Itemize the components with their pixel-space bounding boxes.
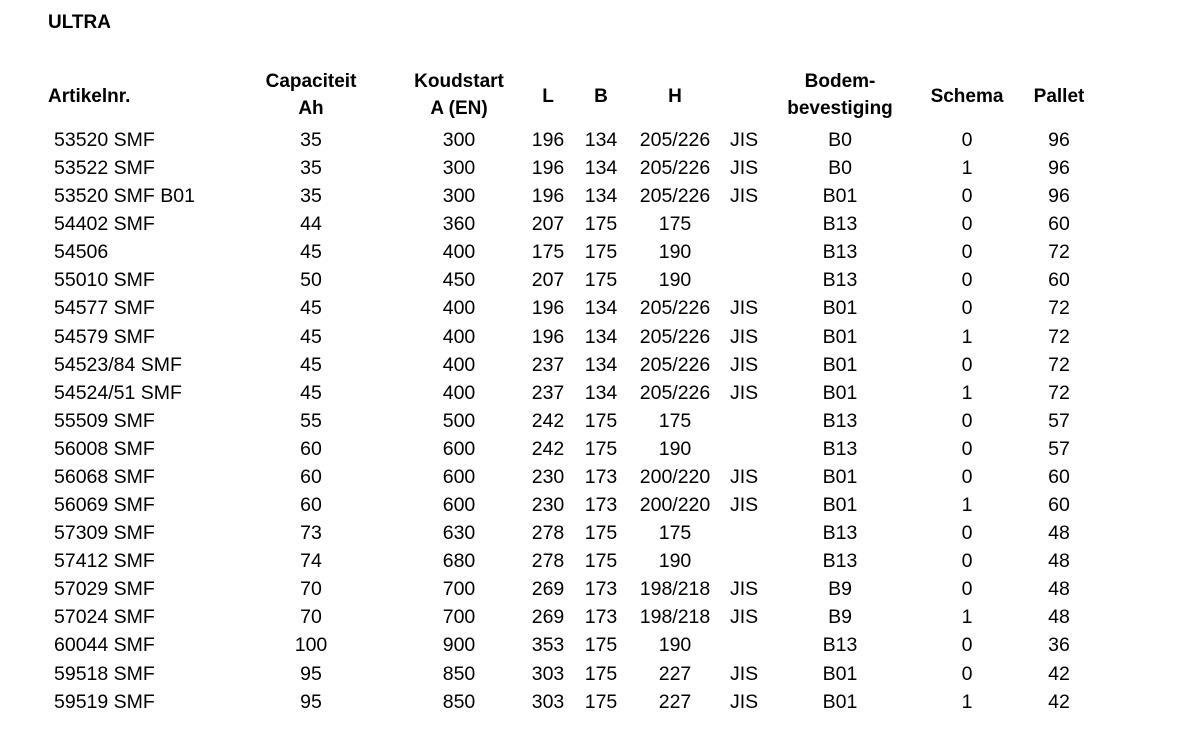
table-row (0, 603, 1196, 631)
cell-schema: 0 (961, 185, 973, 208)
table-row (0, 631, 1196, 659)
cell-artikelnr: 60044 SMF (54, 634, 155, 657)
cell-b: 175 (584, 662, 618, 685)
cell-capaciteit: 74 (300, 550, 322, 573)
table-row (0, 547, 1196, 575)
cell-artikelnr: 55509 SMF (54, 409, 155, 432)
cell-koudstart: 850 (442, 662, 476, 685)
cell-artikelnr: 56069 SMF (54, 494, 155, 517)
header-koudstart-line2: A (EN) (430, 98, 488, 119)
cell-b: 134 (584, 185, 618, 208)
cell-bodembevestiging: B01 (822, 297, 858, 320)
cell-schema: 0 (961, 550, 973, 573)
header-koudstart-line1: Koudstart (414, 71, 504, 92)
cell-jis: JIS (730, 129, 759, 151)
cell-bodembevestiging: B9 (828, 606, 852, 629)
cell-koudstart: 600 (442, 494, 476, 517)
cell-h: 190 (658, 634, 692, 657)
cell-jis: JIS (730, 381, 759, 404)
table-row (0, 660, 1196, 688)
cell-jis: JIS (730, 185, 759, 208)
cell-h: 190 (658, 269, 692, 292)
cell-b: 134 (584, 353, 618, 376)
cell-b: 134 (584, 129, 618, 151)
cell-pallet: 96 (1048, 185, 1070, 208)
cell-jis: JIS (730, 157, 759, 180)
cell-capaciteit: 55 (300, 409, 322, 432)
cell-capaciteit: 35 (300, 185, 322, 208)
cell-artikelnr: 57412 SMF (54, 550, 155, 573)
cell-l: 196 (531, 185, 565, 208)
cell-b: 175 (584, 634, 618, 657)
cell-capaciteit: 70 (300, 606, 322, 629)
cell-capaciteit: 60 (300, 437, 322, 460)
cell-schema: 0 (961, 437, 973, 460)
cell-jis: JIS (730, 297, 759, 320)
cell-l: 269 (531, 606, 565, 629)
cell-b: 175 (584, 213, 618, 236)
cell-bodembevestiging: B01 (822, 465, 858, 488)
cell-pallet: 60 (1048, 269, 1070, 292)
cell-capaciteit: 60 (300, 465, 322, 488)
cell-artikelnr: 55010 SMF (54, 269, 155, 292)
cell-koudstart: 400 (442, 353, 476, 376)
cell-schema: 0 (961, 241, 973, 264)
cell-l: 196 (531, 325, 565, 348)
table-row (0, 519, 1196, 547)
cell-pallet: 72 (1048, 381, 1070, 404)
cell-artikelnr: 54506 (54, 241, 109, 264)
cell-pallet: 60 (1048, 494, 1070, 517)
cell-koudstart: 400 (442, 297, 476, 320)
table-row (0, 575, 1196, 603)
table-row (0, 379, 1196, 407)
table-row (0, 266, 1196, 294)
cell-bodembevestiging: B13 (822, 409, 858, 432)
cell-capaciteit: 35 (300, 157, 322, 180)
header-l: L (542, 86, 554, 107)
cell-pallet: 42 (1048, 690, 1070, 713)
header-bodembevestiging (787, 68, 893, 122)
cell-capaciteit: 44 (300, 213, 322, 236)
cell-artikelnr: 57024 SMF (54, 606, 155, 629)
cell-schema: 1 (961, 381, 973, 404)
cell-jis: JIS (730, 578, 759, 601)
cell-jis: JIS (730, 662, 759, 685)
cell-h: 205/226 (639, 129, 711, 151)
cell-koudstart: 680 (442, 550, 476, 573)
cell-h: 200/220 (639, 465, 711, 488)
cell-bodembevestiging: B01 (822, 662, 858, 685)
cell-l: 353 (531, 634, 565, 657)
header-koudstart (414, 68, 504, 122)
cell-pallet: 96 (1048, 157, 1070, 180)
cell-bodembevestiging: B01 (822, 690, 858, 713)
cell-h: 227 (658, 662, 692, 685)
cell-koudstart: 600 (442, 465, 476, 488)
cell-l: 207 (531, 213, 565, 236)
cell-bodembevestiging: B01 (822, 494, 858, 517)
cell-pallet: 57 (1048, 409, 1070, 432)
cell-h: 198/218 (639, 606, 711, 629)
cell-pallet: 48 (1048, 550, 1070, 573)
cell-schema: 0 (961, 522, 973, 545)
cell-schema: 0 (961, 297, 973, 320)
cell-jis: JIS (730, 690, 759, 713)
table-row (0, 182, 1196, 210)
cell-b: 175 (584, 269, 618, 292)
cell-capaciteit: 45 (300, 297, 322, 320)
table-row (0, 210, 1196, 238)
cell-capaciteit: 60 (300, 494, 322, 517)
cell-bodembevestiging: B13 (822, 241, 858, 264)
header-h: H (668, 86, 682, 107)
cell-capaciteit: 50 (300, 269, 322, 292)
table-row (0, 688, 1196, 716)
cell-koudstart: 360 (442, 213, 476, 236)
cell-capaciteit: 45 (300, 353, 322, 376)
cell-h: 190 (658, 437, 692, 460)
cell-artikelnr: 54579 SMF (54, 325, 155, 348)
cell-schema: 0 (961, 662, 973, 685)
cell-b: 175 (584, 522, 618, 545)
cell-artikelnr: 53520 SMF B01 (54, 185, 195, 208)
cell-capaciteit: 95 (300, 690, 322, 713)
cell-h: 205/226 (639, 381, 711, 404)
cell-b: 173 (584, 465, 618, 488)
cell-jis: JIS (730, 353, 759, 376)
table-row (0, 407, 1196, 435)
cell-artikelnr: 53522 SMF (54, 157, 155, 180)
cell-l: 278 (531, 522, 565, 545)
cell-b: 175 (584, 550, 618, 573)
cell-bodembevestiging: B01 (822, 381, 858, 404)
cell-b: 134 (584, 381, 618, 404)
cell-b: 134 (584, 157, 618, 180)
cell-koudstart: 500 (442, 409, 476, 432)
header-bodem-line2: bevestiging (787, 98, 893, 119)
cell-pallet: 72 (1048, 325, 1070, 348)
cell-h: 205/226 (639, 297, 711, 320)
cell-b: 175 (584, 409, 618, 432)
cell-koudstart: 400 (442, 325, 476, 348)
cell-koudstart: 850 (442, 690, 476, 713)
cell-b: 173 (584, 578, 618, 601)
table-row (0, 294, 1196, 322)
cell-l: 230 (531, 494, 565, 517)
cell-h: 205/226 (639, 325, 711, 348)
cell-artikelnr: 54402 SMF (54, 213, 155, 236)
cell-bodembevestiging: B13 (822, 550, 858, 573)
cell-bodembevestiging: B9 (828, 578, 852, 601)
table-row (0, 238, 1196, 266)
header-capaciteit-line2: Ah (298, 98, 324, 119)
cell-bodembevestiging: B01 (822, 353, 858, 376)
page-title: ULTRA (48, 12, 111, 33)
cell-bodembevestiging: B13 (822, 634, 858, 657)
cell-schema: 1 (961, 157, 973, 180)
cell-l: 196 (531, 157, 565, 180)
cell-l: 237 (531, 381, 565, 404)
cell-artikelnr: 59519 SMF (54, 690, 155, 713)
cell-koudstart: 630 (442, 522, 476, 545)
cell-h: 190 (658, 241, 692, 264)
table-row (0, 491, 1196, 519)
cell-koudstart: 450 (442, 269, 476, 292)
cell-koudstart: 700 (442, 606, 476, 629)
cell-b: 175 (584, 690, 618, 713)
cell-capaciteit: 45 (300, 325, 322, 348)
cell-bodembevestiging: B13 (822, 213, 858, 236)
header-capaciteit-line1: Capaciteit (265, 71, 357, 92)
cell-h: 190 (658, 550, 692, 573)
cell-schema: 0 (961, 409, 973, 432)
cell-b: 134 (584, 325, 618, 348)
cell-pallet: 96 (1048, 129, 1070, 151)
cell-l: 175 (531, 241, 565, 264)
cell-artikelnr: 54577 SMF (54, 297, 155, 320)
cell-b: 173 (584, 606, 618, 629)
cell-pallet: 42 (1048, 662, 1070, 685)
cell-koudstart: 300 (442, 185, 476, 208)
cell-jis: JIS (730, 606, 759, 629)
cell-b: 175 (584, 241, 618, 264)
cell-l: 230 (531, 465, 565, 488)
cell-b: 173 (584, 494, 618, 517)
cell-l: 303 (531, 662, 565, 685)
cell-capaciteit: 35 (300, 129, 322, 151)
cell-bodembevestiging: B13 (822, 522, 858, 545)
cell-h: 175 (658, 409, 692, 432)
cell-jis: JIS (730, 465, 759, 488)
table-row (0, 435, 1196, 463)
table-row (0, 323, 1196, 351)
cell-artikelnr: 54523/84 SMF (54, 353, 182, 376)
cell-jis: JIS (730, 325, 759, 348)
cell-h: 205/226 (639, 157, 711, 180)
header-b: B (594, 86, 608, 107)
cell-capaciteit: 95 (300, 662, 322, 685)
table-row (0, 154, 1196, 182)
cell-koudstart: 400 (442, 381, 476, 404)
cell-artikelnr: 56008 SMF (54, 437, 155, 460)
cell-h: 198/218 (639, 578, 711, 601)
cell-koudstart: 700 (442, 578, 476, 601)
cell-schema: 1 (961, 494, 973, 517)
header-artikelnr: Artikelnr. (48, 86, 131, 107)
cell-bodembevestiging: B0 (828, 157, 852, 180)
cell-pallet: 36 (1048, 634, 1070, 657)
cell-capaciteit: 100 (294, 634, 328, 657)
cell-b: 175 (584, 437, 618, 460)
cell-schema: 1 (961, 690, 973, 713)
header-pallet: Pallet (1033, 86, 1085, 107)
cell-pallet: 60 (1048, 213, 1070, 236)
table-row (0, 463, 1196, 491)
cell-h: 175 (658, 522, 692, 545)
cell-artikelnr: 53520 SMF (54, 129, 155, 151)
cell-h: 205/226 (639, 353, 711, 376)
cell-l: 207 (531, 269, 565, 292)
cell-schema: 1 (961, 325, 973, 348)
cell-schema: 0 (961, 634, 973, 657)
cell-pallet: 60 (1048, 465, 1070, 488)
cell-l: 278 (531, 550, 565, 573)
cell-schema: 0 (961, 353, 973, 376)
cell-pallet: 48 (1048, 606, 1070, 629)
cell-artikelnr: 57309 SMF (54, 522, 155, 545)
cell-h: 227 (658, 690, 692, 713)
cell-koudstart: 600 (442, 437, 476, 460)
cell-bodembevestiging: B13 (822, 269, 858, 292)
cell-artikelnr: 59518 SMF (54, 662, 155, 685)
cell-bodembevestiging: B01 (822, 185, 858, 208)
cell-koudstart: 400 (442, 241, 476, 264)
cell-pallet: 72 (1048, 297, 1070, 320)
cell-schema: 1 (961, 606, 973, 629)
cell-capaciteit: 45 (300, 381, 322, 404)
cell-artikelnr: 56068 SMF (54, 465, 155, 488)
cell-l: 269 (531, 578, 565, 601)
cell-bodembevestiging: B0 (828, 129, 852, 151)
cell-koudstart: 900 (442, 634, 476, 657)
cell-h: 205/226 (639, 185, 711, 208)
cell-h: 175 (658, 213, 692, 236)
header-capaciteit (266, 68, 357, 122)
cell-capaciteit: 45 (300, 241, 322, 264)
cell-pallet: 72 (1048, 241, 1070, 264)
cell-schema: 0 (961, 578, 973, 601)
cell-capaciteit: 73 (300, 522, 322, 545)
cell-pallet: 48 (1048, 578, 1070, 601)
cell-schema: 0 (961, 129, 973, 151)
cell-h: 200/220 (639, 494, 711, 517)
header-bodem-line1: Bodem- (804, 71, 876, 92)
cell-capaciteit: 70 (300, 578, 322, 601)
cell-l: 196 (531, 297, 565, 320)
cell-l: 242 (531, 409, 565, 432)
cell-l: 303 (531, 690, 565, 713)
cell-artikelnr: 57029 SMF (54, 578, 155, 601)
table-row (0, 126, 1196, 154)
header-schema: Schema (930, 86, 1004, 107)
cell-pallet: 57 (1048, 437, 1070, 460)
cell-jis: JIS (730, 494, 759, 517)
cell-koudstart: 300 (442, 157, 476, 180)
cell-l: 237 (531, 353, 565, 376)
cell-b: 134 (584, 297, 618, 320)
cell-pallet: 48 (1048, 522, 1070, 545)
cell-schema: 0 (961, 269, 973, 292)
cell-bodembevestiging: B01 (822, 325, 858, 348)
cell-schema: 0 (961, 213, 973, 236)
cell-l: 196 (531, 129, 565, 151)
cell-koudstart: 300 (442, 129, 476, 151)
table-row (0, 351, 1196, 379)
cell-artikelnr: 54524/51 SMF (54, 381, 182, 404)
cell-schema: 0 (961, 465, 973, 488)
cell-pallet: 72 (1048, 353, 1070, 376)
cell-bodembevestiging: B13 (822, 437, 858, 460)
cell-l: 242 (531, 437, 565, 460)
